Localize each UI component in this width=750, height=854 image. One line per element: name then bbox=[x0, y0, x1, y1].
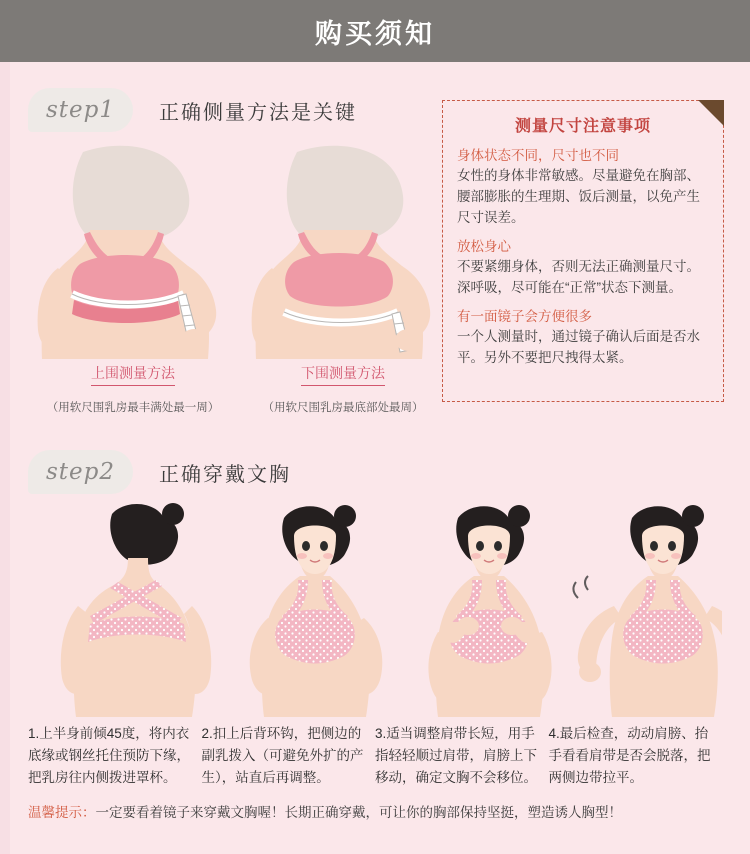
step1-section bbox=[28, 88, 448, 415]
wearing-figures-svg bbox=[28, 502, 722, 717]
step2-section bbox=[28, 450, 722, 823]
page-header bbox=[0, 0, 750, 62]
step2-text-0: 1.上半身前倾45度，将内衣底缘或钢丝托住预防下缘，把乳房往内侧拨进罩杯。 bbox=[28, 726, 190, 785]
notice-body-0: 女性的身体非常敏感。尽量避免在胸部、腰部膨胀的生理期、饭后测量，以免产生尺寸误差。 bbox=[457, 168, 700, 225]
figure-caption-title-0: 上围测量方法 bbox=[91, 363, 175, 386]
notice-subtitle-2: 有一面镜子会方便很多 bbox=[457, 308, 592, 324]
figure-upper-bust bbox=[38, 146, 217, 359]
step1-heading: 正确侧量方法是关键 bbox=[159, 101, 357, 124]
step2-badge: step2 bbox=[28, 450, 133, 494]
footer-tip bbox=[28, 803, 722, 823]
figure-under-bust bbox=[252, 146, 431, 359]
figure-caption-title-1: 下围测量方法 bbox=[301, 363, 385, 386]
measure-illustrations bbox=[28, 144, 448, 359]
step2-text-1: 2.扣上后背环钩，把侧边的副乳拨入（可避免外扩的产生），站直后再调整。 bbox=[201, 726, 364, 785]
notice-body-1: 不要紧绷身体，否则无法正确测量尺寸。深呼吸，尽可能在“正常”状态下测量。 bbox=[457, 258, 700, 295]
figure-caption-1 bbox=[238, 363, 448, 415]
figure-caption-note-1: （用软尺围乳房最底部处最周） bbox=[262, 402, 424, 414]
step2-text-2: 3.适当调整肩带长短，用手指轻轻顺过肩带，肩膀上下移动，确定文胸不会移位。 bbox=[375, 726, 537, 785]
step2-text-3: 4.最后检查，动动肩膀、抬手看看肩带是否会脱落，把两侧边带拉平。 bbox=[548, 726, 711, 785]
corner-fold-icon bbox=[698, 100, 724, 126]
step1-badge: step1 bbox=[28, 88, 133, 132]
step1-header-row bbox=[28, 88, 448, 132]
figure-back-view bbox=[61, 503, 211, 717]
figure-caption-0 bbox=[28, 363, 238, 415]
measurement-notice-box bbox=[442, 100, 724, 402]
wearing-illustrations bbox=[28, 502, 722, 717]
step2-text-columns bbox=[28, 723, 722, 789]
step2-header-row bbox=[28, 450, 722, 494]
notice-body-2: 一个人测量时，通过镜子确认后面是否水平。另外不要把尺拽得太紧。 bbox=[457, 328, 700, 365]
figure-adjust-strap bbox=[428, 505, 551, 717]
measurement-figures-svg bbox=[28, 144, 448, 359]
figure-caption-note-0: （用软尺围乳房最丰满处最一周） bbox=[46, 402, 220, 414]
figure-captions bbox=[28, 363, 448, 415]
notice-title: 测量尺寸注意事项 bbox=[514, 118, 651, 135]
notice-subtitle-1: 放松身心 bbox=[457, 238, 511, 254]
footer-tip-text: 一定要看着镜子来穿戴文胸喔！长期正确穿戴，可让你的胸部保持坚挺，塑造诱人胸型！ bbox=[95, 804, 622, 820]
left-edge-strip bbox=[0, 62, 10, 854]
figure-check-shoulders bbox=[573, 505, 722, 717]
step2-heading: 正确穿戴文胸 bbox=[159, 463, 291, 486]
figure-front-hooking bbox=[250, 505, 383, 717]
page-title: 购买须知 bbox=[315, 18, 435, 49]
footer-tip-label: 温馨提示： bbox=[28, 804, 96, 820]
notice-subtitle-0: 身体状态不同，尺寸也不同 bbox=[457, 148, 619, 163]
